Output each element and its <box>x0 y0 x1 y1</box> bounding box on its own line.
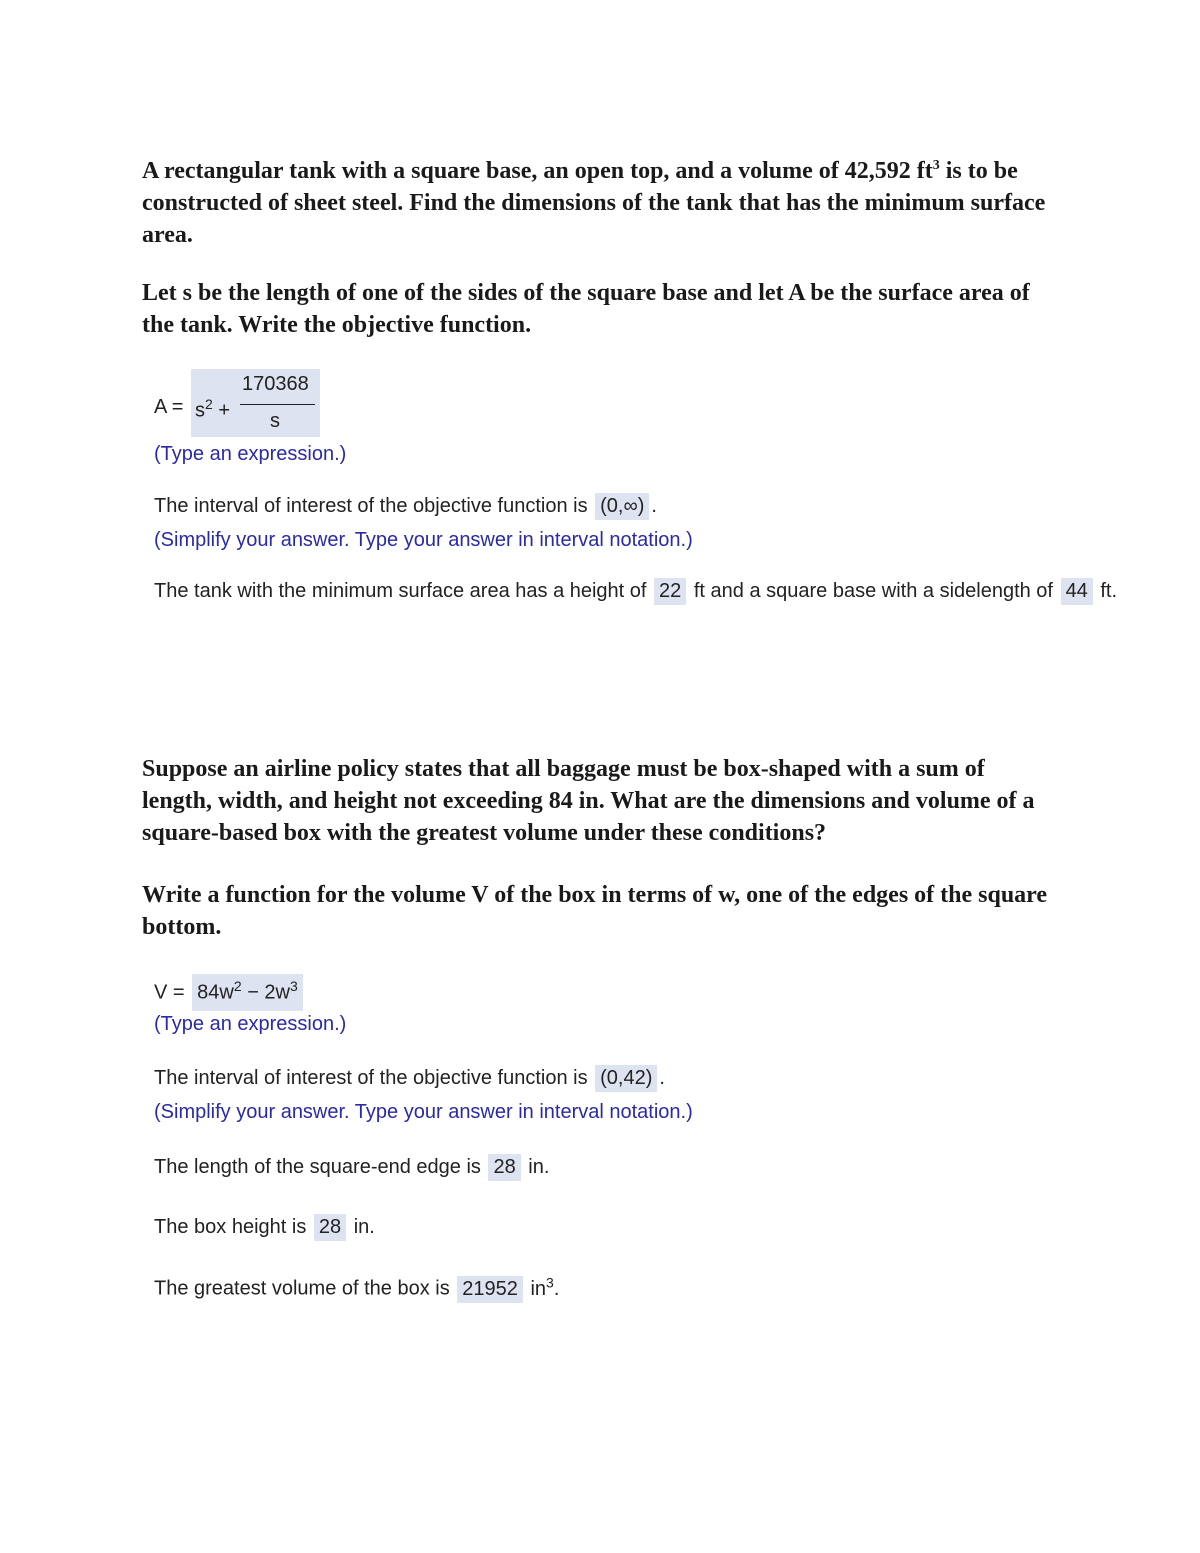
problem1-statement <box>142 150 1062 251</box>
objective-exponent: 2 <box>205 396 213 412</box>
interval-period-2: . <box>659 1067 665 1089</box>
objective-hint: (Type an expression.) <box>154 443 347 465</box>
problem1-statement-rest: is to be constructed of sheet steel. Find the dimensions of the tank that has the minimum surface area. <box>142 158 1046 248</box>
volume-term1: 84w <box>197 981 234 1004</box>
interval-label-2: The interval of interest of the objective function is <box>154 1067 588 1089</box>
dims-unit: ft. <box>1100 580 1118 602</box>
objective-s-term <box>195 396 230 423</box>
greatest-volume-row <box>154 1274 559 1303</box>
problem2-statement: Suppose an airline policy states that all baggage must be box-shaped with a sum of length, width, and height not exceeding 84 in. What are the dimensions and volume of a square-based box with the greatest volume under these conditions? <box>142 756 1035 846</box>
side-answer[interactable]: 44 <box>1061 578 1093 605</box>
volume-label: The greatest volume of the box is <box>154 1277 450 1300</box>
objective-denominator: s <box>270 410 280 432</box>
volume-term2: − 2w <box>241 981 290 1004</box>
interval-hint-1: (Simplify your answer. Type your answer in interval notation.) <box>154 529 693 551</box>
volume-exp2: 3 <box>290 978 298 994</box>
problem1-instruction: Let s be the length of one of the sides of the square base and let A be the surface area of the tank. Write the objective function. <box>142 280 1030 338</box>
problem2-instruction: Write a function for the volume V of the box in terms of w, one of the edges of the square bottom. <box>142 882 1048 940</box>
interval-answer[interactable]: (0,∞) <box>595 493 649 520</box>
edge-label: The length of the square-end edge is <box>154 1156 481 1178</box>
dims-label: The tank with the minimum surface area has a height of <box>154 580 647 602</box>
edge-unit: in. <box>528 1156 550 1178</box>
interval-period: . <box>651 495 657 517</box>
volume-unit <box>530 1274 560 1300</box>
volume-exp1: 2 <box>233 978 242 994</box>
fraction-bar <box>240 404 315 405</box>
volume-unit-exponent: 3 <box>546 1274 554 1290</box>
interval-row-1 <box>154 493 657 520</box>
edge-row <box>154 1154 549 1181</box>
dims-mid: ft and a square base with a sidelength of <box>693 580 1053 602</box>
volume-lhs: V = <box>154 981 185 1004</box>
objective-lhs: A = <box>154 396 184 418</box>
interval-row-2 <box>154 1065 665 1092</box>
volume-hint: (Type an expression.) <box>154 1013 347 1035</box>
objective-plus: + <box>218 399 231 422</box>
height-label: The box height is <box>154 1216 307 1238</box>
interval-answer-2[interactable]: (0,42) <box>595 1065 657 1092</box>
objective-base: s <box>195 399 205 422</box>
volume-unit-base: in <box>530 1277 547 1300</box>
cubic-exponent: 3 <box>932 158 940 173</box>
problem1-statement-text: A rectangular tank with a square base, an open top, and a volume of 42,592 ft <box>142 158 933 184</box>
interval-hint-2: (Simplify your answer. Type your answer in interval notation.) <box>154 1101 693 1123</box>
dimensions-row <box>154 578 1117 605</box>
edge-answer[interactable]: 28 <box>488 1154 520 1181</box>
interval-label: The interval of interest of the objective function is <box>154 495 588 517</box>
height-row <box>154 1214 375 1241</box>
volume-period: . <box>553 1277 560 1300</box>
box-height-answer[interactable]: 28 <box>314 1214 346 1241</box>
height-unit: in. <box>353 1216 375 1238</box>
greatest-volume-answer[interactable]: 21952 <box>457 1276 523 1303</box>
objective-numerator: 170368 <box>242 373 309 395</box>
volume-function-row <box>154 974 305 1011</box>
volume-function-answer[interactable] <box>192 974 303 1011</box>
height-answer[interactable]: 22 <box>654 578 686 605</box>
